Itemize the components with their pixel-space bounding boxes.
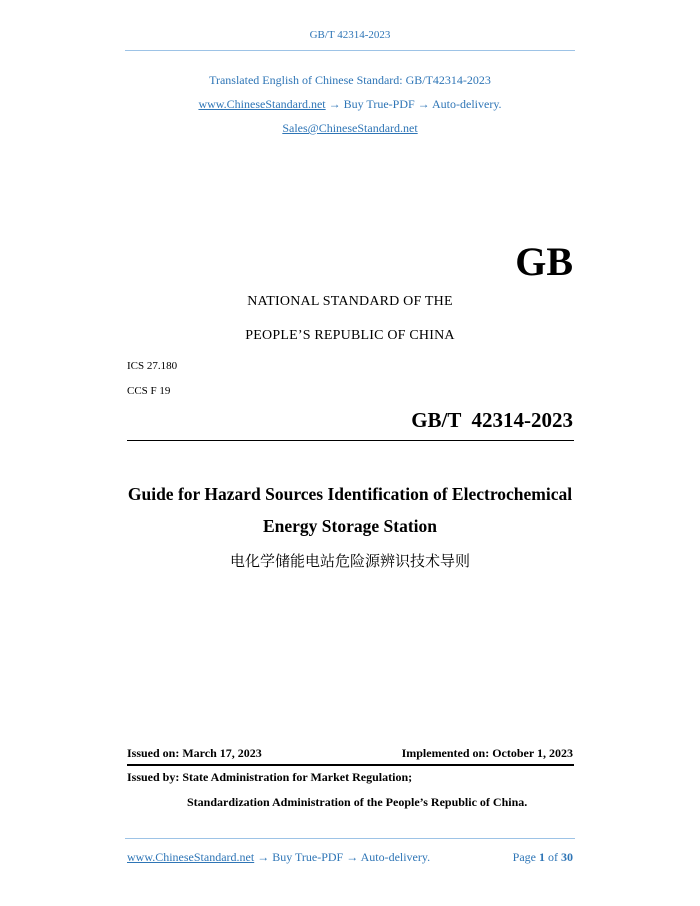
english-title-line2: Energy Storage Station xyxy=(262,516,438,536)
implemented-on-date: Implemented on: October 1, 2023 xyxy=(401,746,573,760)
issued-by-line2: Standardization Administration of the People’s Republic of China. xyxy=(187,795,528,809)
footer-divider xyxy=(125,838,575,839)
title-divider xyxy=(127,440,574,441)
issued-by-line1: Issued by: State Administration for Market Regulation; xyxy=(127,770,413,784)
email-line xyxy=(0,121,700,136)
footer-buy-notice xyxy=(127,850,430,865)
page-current: 1 xyxy=(539,850,545,864)
footer-buy-text: → Buy True-PDF → Auto-delivery. xyxy=(254,850,431,864)
translation-notice: Translated English of Chinese Standard: GB/T42314-2023 xyxy=(209,73,491,87)
chinesestandard-link[interactable]: www.ChineseStandard.net xyxy=(198,97,326,111)
page-indicator xyxy=(513,850,573,865)
ics-code: ICS 27.180 xyxy=(127,360,178,372)
header-title: GB/T 42314-2023 xyxy=(309,29,391,41)
national-standard-line1: NATIONAL STANDARD OF THE xyxy=(247,294,453,309)
header-divider xyxy=(125,50,575,51)
gb-mark: GB xyxy=(515,239,573,284)
page-of: of xyxy=(548,850,558,864)
ccs-code: CCS F 19 xyxy=(127,385,171,397)
national-standard-line2: PEOPLE’S REPUBLIC OF CHINA xyxy=(245,328,455,343)
page-total: 30 xyxy=(561,850,573,864)
issue-divider xyxy=(127,764,574,766)
english-title-line1: Guide for Hazard Sources Identification of Electrochemical xyxy=(127,484,573,504)
buy-notice xyxy=(0,97,700,112)
issued-on-date: Issued on: March 17, 2023 xyxy=(127,746,262,760)
standard-number: GB/T 42314-2023 xyxy=(411,408,573,432)
buy-text: → Buy True-PDF → Auto-delivery. xyxy=(325,97,502,111)
footer-chinesestandard-link[interactable]: www.ChineseStandard.net xyxy=(127,850,255,864)
chinese-title: 电化学储能电站危险源辨识技术导则 xyxy=(229,552,470,570)
page-label: Page xyxy=(512,850,536,864)
sales-email-link[interactable]: Sales@ChineseStandard.net xyxy=(282,121,418,135)
